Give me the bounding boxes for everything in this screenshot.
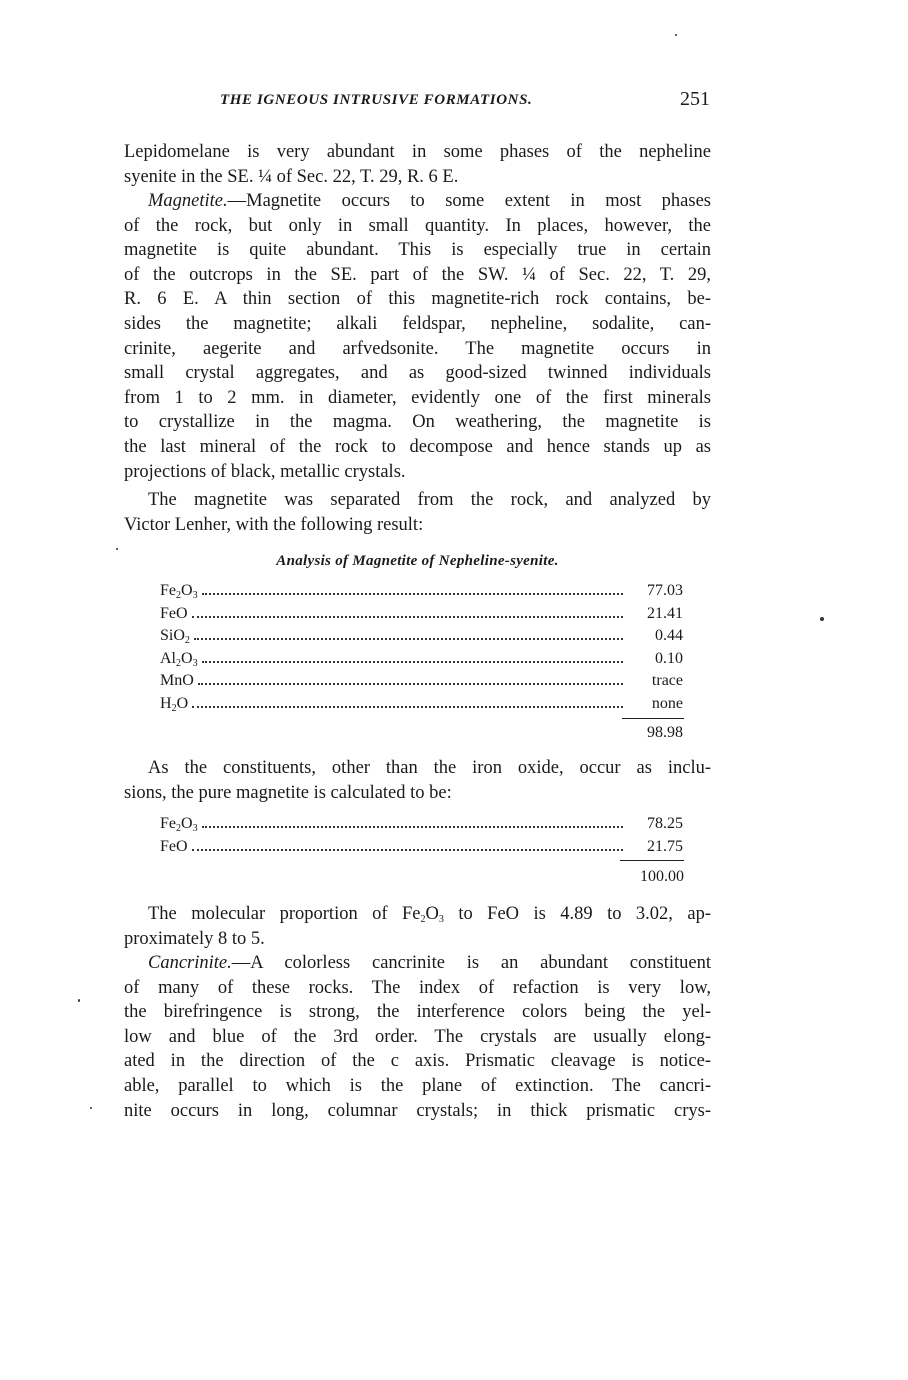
sum-rule bbox=[622, 718, 684, 719]
analysis-intro-paragraph bbox=[124, 488, 711, 537]
text-line: R. 6 E. A thin section of this magnetite-rich rock contains, be- bbox=[124, 289, 711, 310]
text-line: low and blue of the 3rd order. The crystals are usually elong- bbox=[124, 1026, 711, 1047]
value-cell: 21.41 bbox=[647, 604, 683, 622]
dot-leader bbox=[192, 616, 623, 618]
text-line: nite occurs in long, columnar crystals; in thick prismatic crys- bbox=[124, 1100, 711, 1121]
text-line: proximately 8 to 5. bbox=[124, 928, 265, 949]
calc-table bbox=[160, 813, 683, 858]
value-cell: 0.10 bbox=[655, 649, 683, 667]
table-row bbox=[160, 670, 683, 693]
table-row bbox=[160, 693, 683, 716]
dot-leader bbox=[192, 706, 623, 708]
intro-paragraph bbox=[124, 140, 711, 189]
text-line-rest: —Magnetite occurs to some extent in most phases bbox=[227, 191, 711, 211]
sum-rule bbox=[620, 860, 684, 861]
text-line: sides the magnetite; alkali feldspar, nepheline, sodalite, can- bbox=[124, 313, 711, 334]
dot-leader bbox=[194, 638, 623, 640]
dot-leader bbox=[198, 683, 623, 685]
speck bbox=[78, 999, 80, 1002]
formula-cell: MnO bbox=[160, 672, 194, 689]
formula-cell: FeO bbox=[160, 837, 188, 855]
page-header bbox=[220, 88, 710, 116]
formula-cell: $H_2O$ bbox=[160, 694, 189, 714]
proportion-paragraph bbox=[124, 902, 711, 951]
text-line: of many of these rocks. The index of refaction is very low, bbox=[124, 977, 711, 998]
calc-total: 100.00 bbox=[640, 868, 684, 885]
value-cell: trace bbox=[651, 672, 683, 689]
text-line: The molecular proportion of $Fe_2O_3$ to FeO is 4.89 to 3.02, ap- bbox=[148, 904, 711, 925]
speck bbox=[675, 34, 677, 36]
text-line: Lepidomelane is very abundant in some phases of the nepheline bbox=[124, 142, 711, 162]
text-line: small crystal aggregates, and as good-sized twinned individuals bbox=[124, 363, 711, 384]
analysis-total: 98.98 bbox=[647, 724, 683, 741]
text-line: ated in the direction of the c axis. Prismatic cleavage is notice- bbox=[124, 1051, 711, 1072]
magnetite-heading: Magnetite. bbox=[148, 191, 228, 211]
dot-leader bbox=[202, 593, 623, 595]
text-line: The magnetite was separated from the rock, and analyzed by bbox=[148, 490, 711, 510]
cancrinite-heading: Cancrinite. bbox=[148, 953, 232, 973]
text-line: the birefringence is strong, the interference colors being the yel- bbox=[124, 1002, 711, 1023]
text-line-rest: —A colorless cancrinite is an abundant constituent bbox=[231, 953, 711, 973]
text-line: Victor Lenher, with the following result: bbox=[124, 514, 424, 535]
cancrinite-paragraph bbox=[124, 951, 711, 1123]
formula-cell: $Fe_2O_3$ bbox=[160, 582, 198, 601]
speck bbox=[116, 548, 118, 550]
table-row bbox=[160, 813, 683, 836]
dot-leader bbox=[192, 849, 623, 851]
table-row bbox=[160, 648, 683, 671]
value-cell: 0.44 bbox=[655, 627, 683, 644]
formula-cell: $Al_2O_3$ bbox=[160, 649, 198, 669]
text-line: of the outcrops in the SE. part of the SW. ¼ of Sec. 22, T. 29, bbox=[124, 264, 711, 285]
text-line bbox=[124, 951, 711, 976]
page-number: 251 bbox=[680, 88, 710, 110]
table-row bbox=[160, 603, 683, 626]
text-line: syenite in the SE. ¼ of Sec. 22, T. 29, R. 6 E. bbox=[124, 166, 459, 187]
text-line: the last mineral of the rock to decompose and hence stands up as bbox=[124, 436, 711, 457]
text-line: crinite, aegerite and arfvedsonite. The magnetite occurs in bbox=[124, 338, 711, 359]
magnetite-paragraph bbox=[124, 189, 711, 484]
value-cell: 77.03 bbox=[647, 582, 683, 599]
text-line: As the constituents, other than the iron oxide, occur as inclu- bbox=[148, 758, 711, 778]
formula-cell: $Fe_2O_3$ bbox=[160, 815, 198, 834]
text-line bbox=[124, 189, 711, 214]
text-line: projections of black, metallic crystals. bbox=[124, 461, 406, 482]
table-row bbox=[160, 625, 683, 648]
text-line: magnetite is quite abundant. This is especially true in certain bbox=[124, 240, 711, 261]
speck bbox=[820, 617, 824, 621]
text-line: of the rock, but only in small quantity. In places, however, the bbox=[124, 215, 711, 236]
formula-cell: FeO bbox=[160, 604, 188, 622]
value-cell: 21.75 bbox=[647, 837, 683, 855]
text-line: to crystallize in the magma. On weathering, the magnetite is bbox=[124, 412, 711, 433]
speck bbox=[90, 1107, 92, 1109]
value-cell: none bbox=[651, 694, 683, 712]
analysis-table-title: Analysis of Magnetite of Nepheline-syenite. bbox=[276, 553, 559, 569]
table-row bbox=[160, 836, 683, 859]
calc-intro-paragraph bbox=[124, 756, 711, 805]
text-line: able, parallel to which is the plane of extinction. The cancri- bbox=[124, 1075, 711, 1096]
dot-leader bbox=[202, 661, 623, 663]
dot-leader bbox=[202, 826, 623, 828]
table-row bbox=[160, 580, 683, 603]
analysis-table bbox=[160, 580, 683, 715]
text-line: sions, the pure magnetite is calculated to be: bbox=[124, 782, 452, 803]
formula-cell: SiO$_2$ bbox=[160, 627, 190, 646]
text-line: from 1 to 2 mm. in diameter, evidently one of the first minerals bbox=[124, 387, 711, 408]
value-cell: 78.25 bbox=[647, 815, 683, 832]
running-title: THE IGNEOUS INTRUSIVE FORMATIONS. bbox=[220, 92, 533, 108]
